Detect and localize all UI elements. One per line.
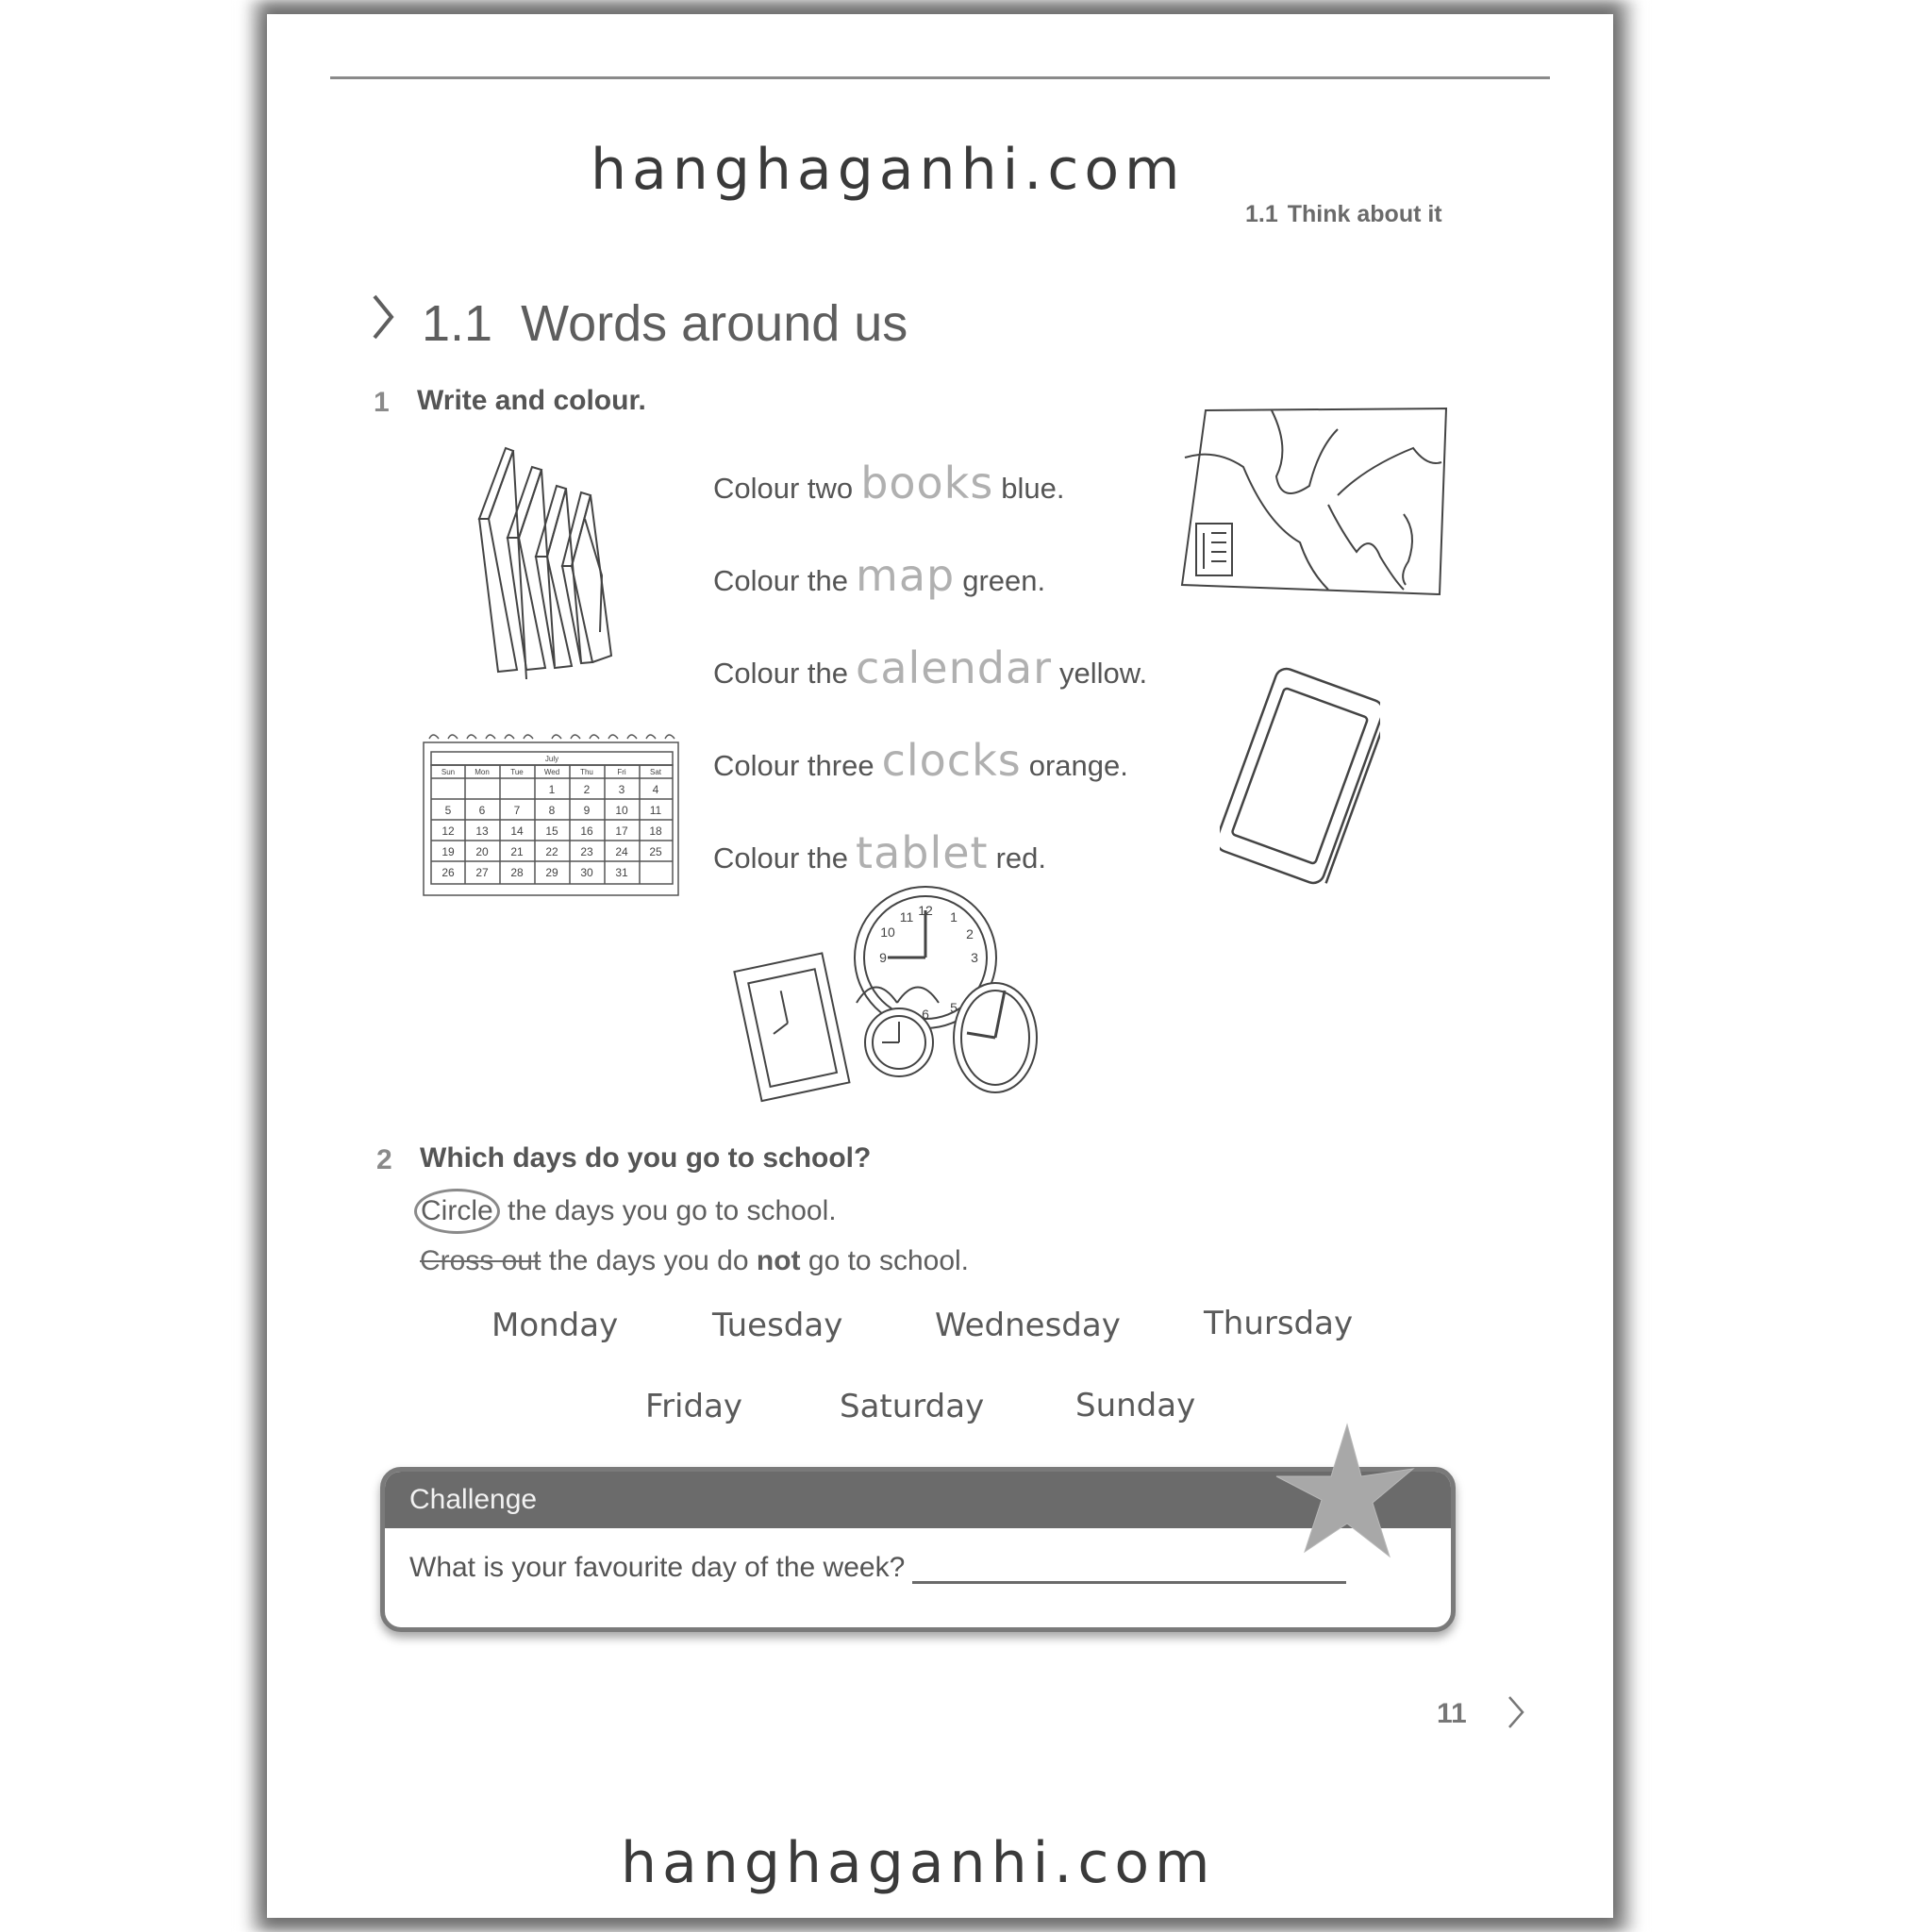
svg-text:Sat: Sat — [649, 768, 662, 776]
svg-text:31: 31 — [615, 866, 628, 879]
svg-text:10: 10 — [880, 924, 895, 940]
svg-text:20: 20 — [475, 845, 489, 858]
trace-word-calendar[interactable]: calendar — [856, 642, 1053, 693]
watermark-top: hanghaganhi.com — [591, 137, 1186, 203]
svg-text:11: 11 — [899, 909, 914, 924]
svg-text:2: 2 — [583, 783, 591, 796]
svg-text:23: 23 — [580, 845, 593, 858]
svg-text:Wed: Wed — [543, 768, 560, 776]
instruction-tablet: Colour the tablet red. — [713, 827, 1046, 878]
svg-text:3: 3 — [618, 783, 625, 796]
instruction-cross-out: Cross out the days you do not go to school. — [420, 1245, 970, 1276]
svg-text:30: 30 — [580, 866, 593, 879]
clocks-illustration[interactable] — [729, 882, 1050, 1113]
trace-word-books[interactable]: books — [860, 458, 994, 508]
question-2-heading: Which days do you go to school? — [420, 1142, 872, 1174]
instruction-clocks: Colour three clocks orange. — [713, 735, 1128, 786]
day-tuesday[interactable]: Tuesday — [712, 1307, 843, 1344]
svg-text:16: 16 — [580, 824, 593, 838]
svg-text:2: 2 — [966, 926, 974, 941]
page-number: 11 — [1437, 1698, 1467, 1729]
svg-text:22: 22 — [545, 845, 558, 858]
svg-text:26: 26 — [441, 866, 455, 879]
question-2-number: 2 — [376, 1144, 392, 1175]
svg-text:5: 5 — [444, 804, 452, 817]
question-1-number: 1 — [374, 387, 390, 418]
star-icon — [1267, 1420, 1418, 1571]
lesson-heading: Words around us — [521, 294, 908, 352]
svg-text:6: 6 — [478, 804, 486, 817]
svg-text:6: 6 — [922, 1007, 929, 1022]
challenge-title: Challenge — [385, 1472, 1451, 1528]
svg-text:19: 19 — [441, 845, 455, 858]
svg-text:Thu: Thu — [580, 768, 593, 776]
chevron-right-icon[interactable] — [1506, 1693, 1526, 1736]
svg-text:11: 11 — [649, 804, 662, 817]
svg-text:Fri: Fri — [617, 768, 626, 776]
question-1-heading: Write and colour. — [417, 385, 646, 416]
trace-word-clocks[interactable]: clocks — [881, 735, 1022, 786]
svg-text:9: 9 — [583, 804, 591, 817]
svg-text:14: 14 — [510, 824, 524, 838]
trace-word-tablet[interactable]: tablet — [856, 827, 989, 878]
svg-text:15: 15 — [545, 824, 558, 838]
top-rule — [330, 76, 1550, 79]
day-thursday[interactable]: Thursday — [1204, 1305, 1354, 1342]
day-wednesday[interactable]: Wednesday — [935, 1307, 1121, 1344]
day-sunday[interactable]: Sunday — [1075, 1387, 1196, 1424]
svg-text:8: 8 — [548, 804, 556, 817]
svg-text:25: 25 — [649, 845, 662, 858]
svg-text:13: 13 — [475, 824, 489, 838]
books-illustration — [460, 443, 640, 684]
section-tag — [1245, 201, 1442, 228]
instruction-map: Colour the map green. — [713, 550, 1046, 601]
svg-text:7: 7 — [513, 804, 521, 817]
trace-word-map[interactable]: map — [856, 550, 956, 601]
svg-text:Mon: Mon — [475, 768, 490, 776]
svg-text:3: 3 — [971, 950, 978, 965]
svg-text:5: 5 — [950, 1000, 958, 1015]
day-monday[interactable]: Monday — [491, 1307, 619, 1344]
workbook-page — [267, 14, 1613, 1918]
section-number: 1.1 — [1245, 201, 1278, 227]
day-saturday[interactable]: Saturday — [840, 1388, 985, 1425]
map-illustration[interactable] — [1177, 391, 1451, 613]
circle-keyword: Circle — [414, 1189, 500, 1234]
instruction-circle: Circle the days you go to school. — [420, 1189, 837, 1234]
lesson-number: 1.1 — [422, 294, 493, 352]
svg-text:1: 1 — [548, 783, 556, 796]
tablet-illustration[interactable] — [1220, 665, 1380, 891]
svg-text:24: 24 — [615, 845, 628, 858]
svg-text:17: 17 — [615, 824, 628, 838]
svg-text:21: 21 — [510, 845, 524, 858]
section-title: Think about it — [1287, 201, 1442, 227]
instruction-calendar: Colour the calendar yellow. — [713, 642, 1148, 693]
svg-text:28: 28 — [510, 866, 524, 879]
watermark-bottom: hanghaganhi.com — [621, 1830, 1216, 1896]
svg-text:Sun: Sun — [441, 768, 456, 776]
chevron-right-icon — [371, 292, 395, 354]
day-friday[interactable]: Friday — [645, 1388, 743, 1425]
svg-text:18: 18 — [649, 824, 662, 838]
lesson-title — [371, 292, 908, 354]
challenge-prompt: What is your favourite day of the week? — [409, 1552, 906, 1583]
svg-text:Tue: Tue — [510, 768, 524, 776]
svg-text:1: 1 — [950, 909, 958, 924]
svg-text:9: 9 — [879, 950, 887, 965]
instruction-books: Colour two books blue. — [713, 458, 1065, 508]
svg-text:July: July — [544, 755, 559, 763]
svg-text:27: 27 — [475, 866, 489, 879]
svg-text:12: 12 — [441, 824, 455, 838]
svg-text:12: 12 — [918, 903, 933, 918]
svg-text:29: 29 — [545, 866, 558, 879]
cross-out-keyword: Cross out — [420, 1245, 541, 1276]
svg-text:4: 4 — [652, 783, 659, 796]
calendar-illustration[interactable] — [418, 731, 687, 906]
svg-text:10: 10 — [615, 804, 628, 817]
